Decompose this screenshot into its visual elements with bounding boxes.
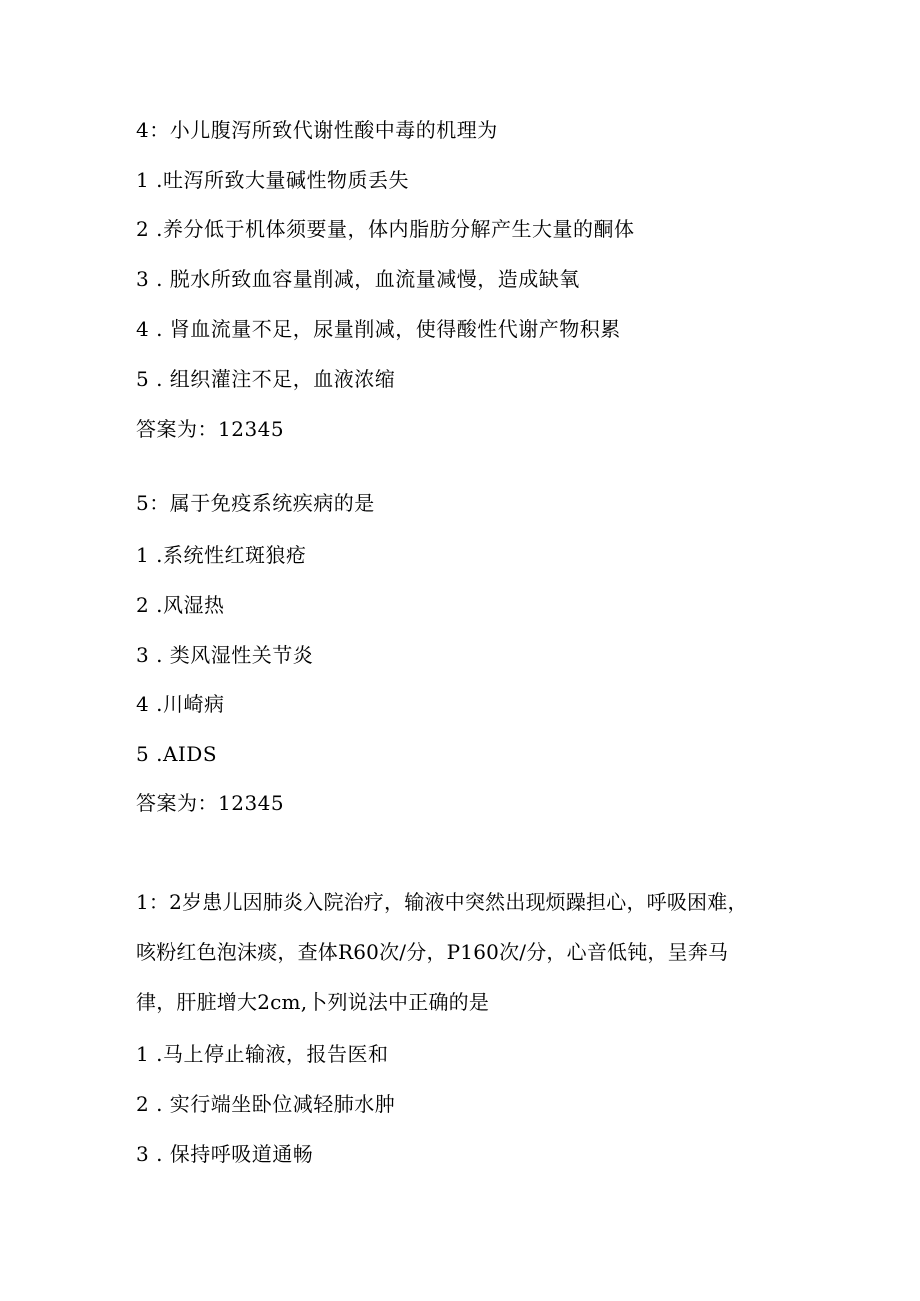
question-5-stem: 5：属于免疫系统疾病的是 [136,491,375,515]
question-4-stem: 4：小儿腹泻所致代谢性酸中毒的机理为 [136,118,498,142]
question-5-answer: 答案为：12345 [136,791,285,815]
question-4-answer: 答案为：12345 [136,417,285,441]
question-5-option-4: 4 .川崎病 [136,692,225,716]
case-question-option-1: 1 .马上停止输液，报告医和 [136,1042,389,1066]
case-question-option-2: 2 . 实行端坐卧位减轻肺水肿 [136,1092,396,1116]
case-question-stem-line-2: 咳粉红色泡沫痰，查体R60次/分，P160次/分，心音低钝，呈奔马 [136,940,729,964]
case-question-option-3: 3 . 保持呼吸道通畅 [136,1142,314,1166]
question-4-option-1: 1 .吐泻所致大量碱性物质丢失 [136,168,409,192]
case-question-stem-line-3: 律，肝脏增大2cm,卜列说法中正确的是 [136,990,490,1014]
question-4-option-5: 5 . 组织灌注不足，血液浓缩 [136,367,396,391]
question-5-option-5: 5 .AIDS [136,742,218,766]
question-5-option-2: 2 .风湿热 [136,593,225,617]
question-5-option-1: 1 .系统性红斑狼疮 [136,543,307,567]
case-question-stem-line-1: 1：2岁患儿因肺炎入院治疗，输液中突然出现烦躁担心，呼吸困难， [136,890,748,914]
question-4-option-2: 2 .养分低于机体须要量，体内脂肪分解产生大量的酮体 [136,217,635,241]
question-4-option-4: 4 . 肾血流量不足，尿量削减，使得酸性代谢产物积累 [136,317,621,341]
question-5-option-3: 3 . 类风湿性关节炎 [136,643,314,667]
question-4-option-3: 3 . 脱水所致血容量削减，血流量减慢，造成缺氧 [136,267,580,291]
